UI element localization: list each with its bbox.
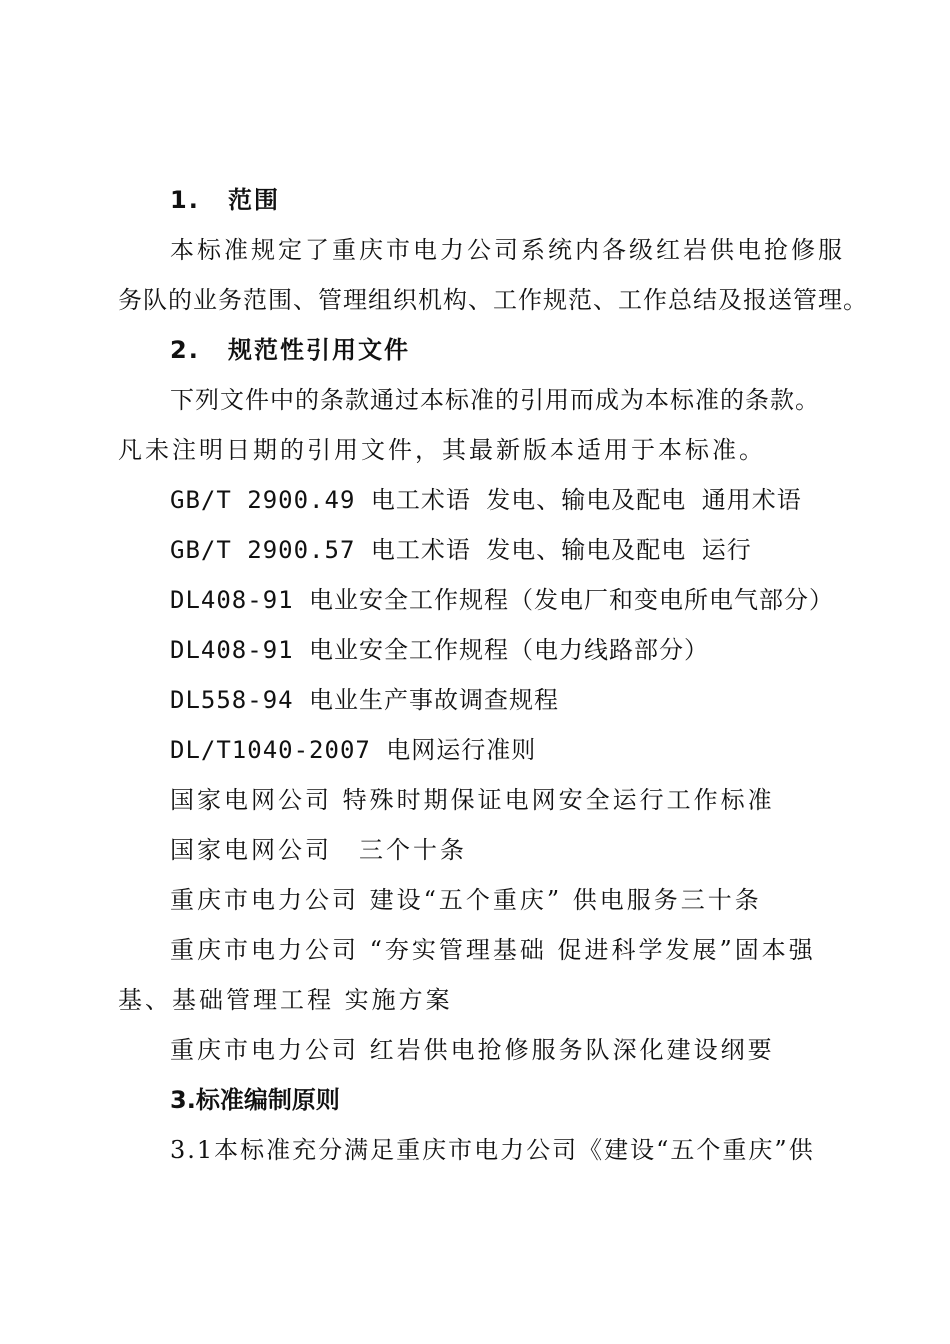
section-2-heading	[170, 334, 410, 366]
reference-item: 国家电网公司 三个十条	[170, 836, 467, 864]
reference-item: 重庆市电力公司 “夯实管理基础 促进科学发展”固本强	[170, 936, 816, 964]
section-3-paragraph-line-1: 3.1本标准充分满足重庆市电力公司《建设“五个重庆”供	[170, 1136, 815, 1164]
section-2-paragraph-line-2: 凡未注明日期的引用文件，其最新版本适用于本标准。	[118, 436, 766, 464]
section-1-paragraph-line-2: 务队的业务范围、管理组织机构、工作规范、工作总结及报送管理。	[118, 286, 868, 314]
section-2-title: 规范性引用文件	[228, 336, 410, 364]
reference-item: DL408-91 电业安全工作规程（电力线路部分）	[170, 636, 710, 664]
reference-item: DL/T1040-2007 电网运行准则	[170, 736, 537, 764]
reference-item: 重庆市电力公司 建设“五个重庆” 供电服务三十条	[170, 886, 762, 914]
section-1-number: 1.	[170, 186, 200, 214]
section-2-paragraph-line-1: 下列文件中的条款通过本标准的引用而成为本标准的条款。	[170, 386, 820, 414]
section-1-paragraph-line-1: 本标准规定了重庆市电力公司系统内各级红岩供电抢修服	[170, 236, 845, 264]
reference-item: DL558-94 电业生产事故调查规程	[170, 686, 560, 714]
reference-item: 国家电网公司 特殊时期保证电网安全运行工作标准	[170, 786, 775, 814]
section-2-number: 2.	[170, 336, 200, 364]
reference-item: GB/T 2900.49 电工术语 发电、输电及配电 通用术语	[170, 486, 802, 514]
reference-item: 重庆市电力公司 红岩供电抢修服务队深化建设纲要	[170, 1036, 775, 1064]
section-1-heading	[170, 184, 280, 216]
section-3-heading: 3.标准编制原则	[170, 1086, 340, 1114]
reference-item: GB/T 2900.57 电工术语 发电、输电及配电 运行	[170, 536, 752, 564]
reference-item-continuation: 基、基础管理工程 实施方案	[118, 986, 453, 1014]
reference-item: DL408-91 电业安全工作规程（发电厂和变电所电气部分）	[170, 586, 835, 614]
section-1-title: 范围	[228, 186, 280, 214]
